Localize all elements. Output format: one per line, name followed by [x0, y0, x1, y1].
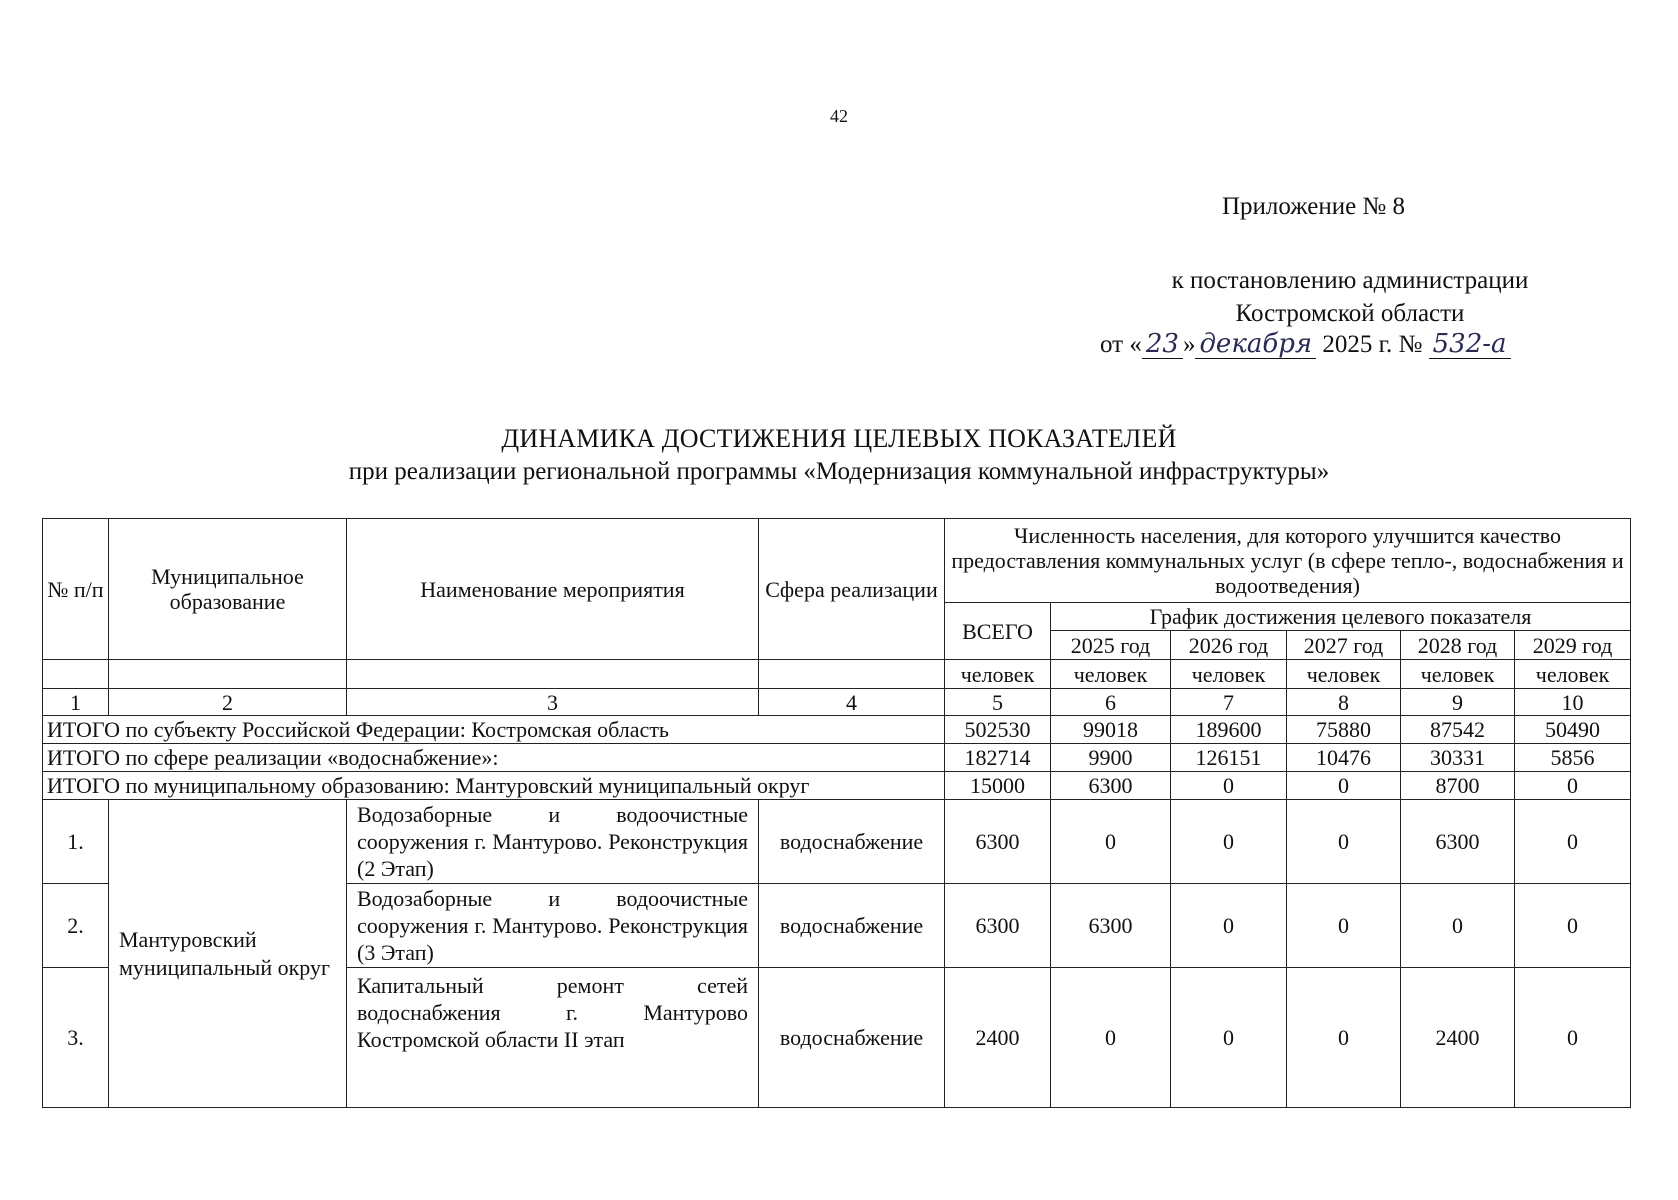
total-value: 126151	[1171, 744, 1287, 772]
value-cell: 2400	[945, 968, 1051, 1108]
value-cell: 0	[1171, 800, 1287, 884]
header-unit: человек	[1051, 660, 1171, 689]
value-cell: 0	[1515, 884, 1631, 968]
table-row	[43, 800, 1631, 884]
decree-number-handwritten: 532-а	[1429, 330, 1511, 359]
header-unit: человек	[1171, 660, 1287, 689]
value-cell: 0	[1051, 968, 1171, 1108]
event-name: Водозаборные и водоочистные сооружения г. Мантурово. Реконструкция (2 Этап)	[347, 800, 759, 884]
value-cell: 0	[1515, 800, 1631, 884]
value-cell: 0	[1287, 884, 1401, 968]
header-spacer	[347, 660, 759, 689]
total-value: 87542	[1401, 716, 1515, 744]
value-cell: 6300	[1051, 884, 1171, 968]
total-value: 182714	[945, 744, 1051, 772]
value-cell: 0	[1051, 800, 1171, 884]
row-number: 1.	[43, 800, 109, 884]
header-spacer	[759, 660, 945, 689]
header-year-2029: 2029 год	[1515, 631, 1631, 660]
decree-line-2: Костромской области	[1235, 300, 1465, 327]
event-name: Водозаборные и водоочистные сооружения г. Мантурово. Реконструкция (3 Этап)	[347, 884, 759, 968]
value-cell: 6300	[945, 884, 1051, 968]
document-subtitle: при реализации региональной программы «Модернизация коммунальной инфраструктуры»	[348, 458, 1330, 485]
sphere-cell: водоснабжение	[759, 968, 945, 1108]
header-sphere: Сфера реализации	[759, 519, 945, 660]
total-value: 15000	[945, 772, 1051, 800]
header-year-2025: 2025 год	[1051, 631, 1171, 660]
total-value: 5856	[1515, 744, 1631, 772]
sphere-cell: водоснабжение	[759, 800, 945, 884]
header-spacer	[43, 660, 109, 689]
header-schedule: График достижения целевого показателя	[1051, 603, 1631, 631]
total-label: ИТОГО по сфере реализации «водоснабжение»:	[43, 744, 945, 772]
total-value: 9900	[1051, 744, 1171, 772]
decree-line-1: к постановлению администрации	[1171, 267, 1529, 294]
total-row-municipality	[43, 772, 1631, 800]
municipality-cell: Мантуровский муниципальный округ	[109, 800, 347, 1108]
total-label: ИТОГО по муниципальному образованию: Мантуровский муниципальный округ	[43, 772, 945, 800]
total-value: 0	[1171, 772, 1287, 800]
target-indicators-table	[42, 518, 1631, 1108]
column-number: 2	[109, 689, 347, 716]
column-number: 4	[759, 689, 945, 716]
value-cell: 0	[1287, 800, 1401, 884]
total-value: 8700	[1401, 772, 1515, 800]
column-number: 10	[1515, 689, 1631, 716]
column-number: 9	[1401, 689, 1515, 716]
page-number: 42	[830, 106, 848, 126]
decree-reference	[1080, 264, 1620, 330]
value-cell: 6300	[945, 800, 1051, 884]
column-number: 1	[43, 689, 109, 716]
header-unit: человек	[1515, 660, 1631, 689]
value-cell: 6300	[1401, 800, 1515, 884]
value-cell: 0	[1171, 968, 1287, 1108]
column-number: 5	[945, 689, 1051, 716]
decree-date-line	[1100, 330, 1660, 370]
value-cell: 0	[1171, 884, 1287, 968]
total-value: 502530	[945, 716, 1051, 744]
column-number: 6	[1051, 689, 1171, 716]
header-unit: человек	[1401, 660, 1515, 689]
date-month-handwritten: декабря	[1195, 330, 1316, 359]
total-value: 0	[1515, 772, 1631, 800]
header-year-2027: 2027 год	[1287, 631, 1401, 660]
column-number: 8	[1287, 689, 1401, 716]
total-label: ИТОГО по субъекту Российской Федерации: Костромская область	[43, 716, 945, 744]
column-number: 7	[1171, 689, 1287, 716]
value-cell: 0	[1515, 968, 1631, 1108]
header-total: ВСЕГО	[945, 603, 1051, 660]
header-municipality: Муниципальное образование	[109, 519, 347, 660]
date-prefix: от «	[1100, 331, 1142, 358]
header-spacer	[109, 660, 347, 689]
value-cell: 2400	[1401, 968, 1515, 1108]
date-year: 2025 г. №	[1322, 331, 1423, 358]
row-number: 3.	[43, 968, 109, 1108]
total-row-region	[43, 716, 1631, 744]
total-value: 10476	[1287, 744, 1401, 772]
row-number: 2.	[43, 884, 109, 968]
value-cell: 0	[1401, 884, 1515, 968]
total-value: 50490	[1515, 716, 1631, 744]
total-value: 30331	[1401, 744, 1515, 772]
header-year-2026: 2026 год	[1171, 631, 1287, 660]
appendix-label: Приложение № 8	[1222, 193, 1406, 220]
column-number: 3	[347, 689, 759, 716]
total-value: 75880	[1287, 716, 1401, 744]
total-value: 6300	[1051, 772, 1171, 800]
total-value: 189600	[1171, 716, 1287, 744]
value-cell: 0	[1287, 968, 1401, 1108]
date-day-handwritten: 23	[1142, 330, 1183, 359]
header-population: Численность населения, для которого улучшится качество предоставления коммунальных услуг (в сфере тепло-, водоснабжения и водоотведения)	[945, 519, 1631, 603]
sphere-cell: водоснабжение	[759, 884, 945, 968]
date-mid: »	[1182, 331, 1196, 358]
total-value: 0	[1287, 772, 1401, 800]
header-year-2028: 2028 год	[1401, 631, 1515, 660]
header-event: Наименование мероприятия	[347, 519, 759, 660]
total-row-sphere	[43, 744, 1631, 772]
event-name: Капитальный ремонт сетей водоснабжения г. Мантурово Костромской области II этап	[347, 968, 759, 1108]
header-num: № п/п	[43, 519, 109, 660]
total-value: 99018	[1051, 716, 1171, 744]
header-unit: человек	[1287, 660, 1401, 689]
document-title: ДИНАМИКА ДОСТИЖЕНИЯ ЦЕЛЕВЫХ ПОКАЗАТЕЛЕЙ	[501, 424, 1177, 453]
header-unit: человек	[945, 660, 1051, 689]
